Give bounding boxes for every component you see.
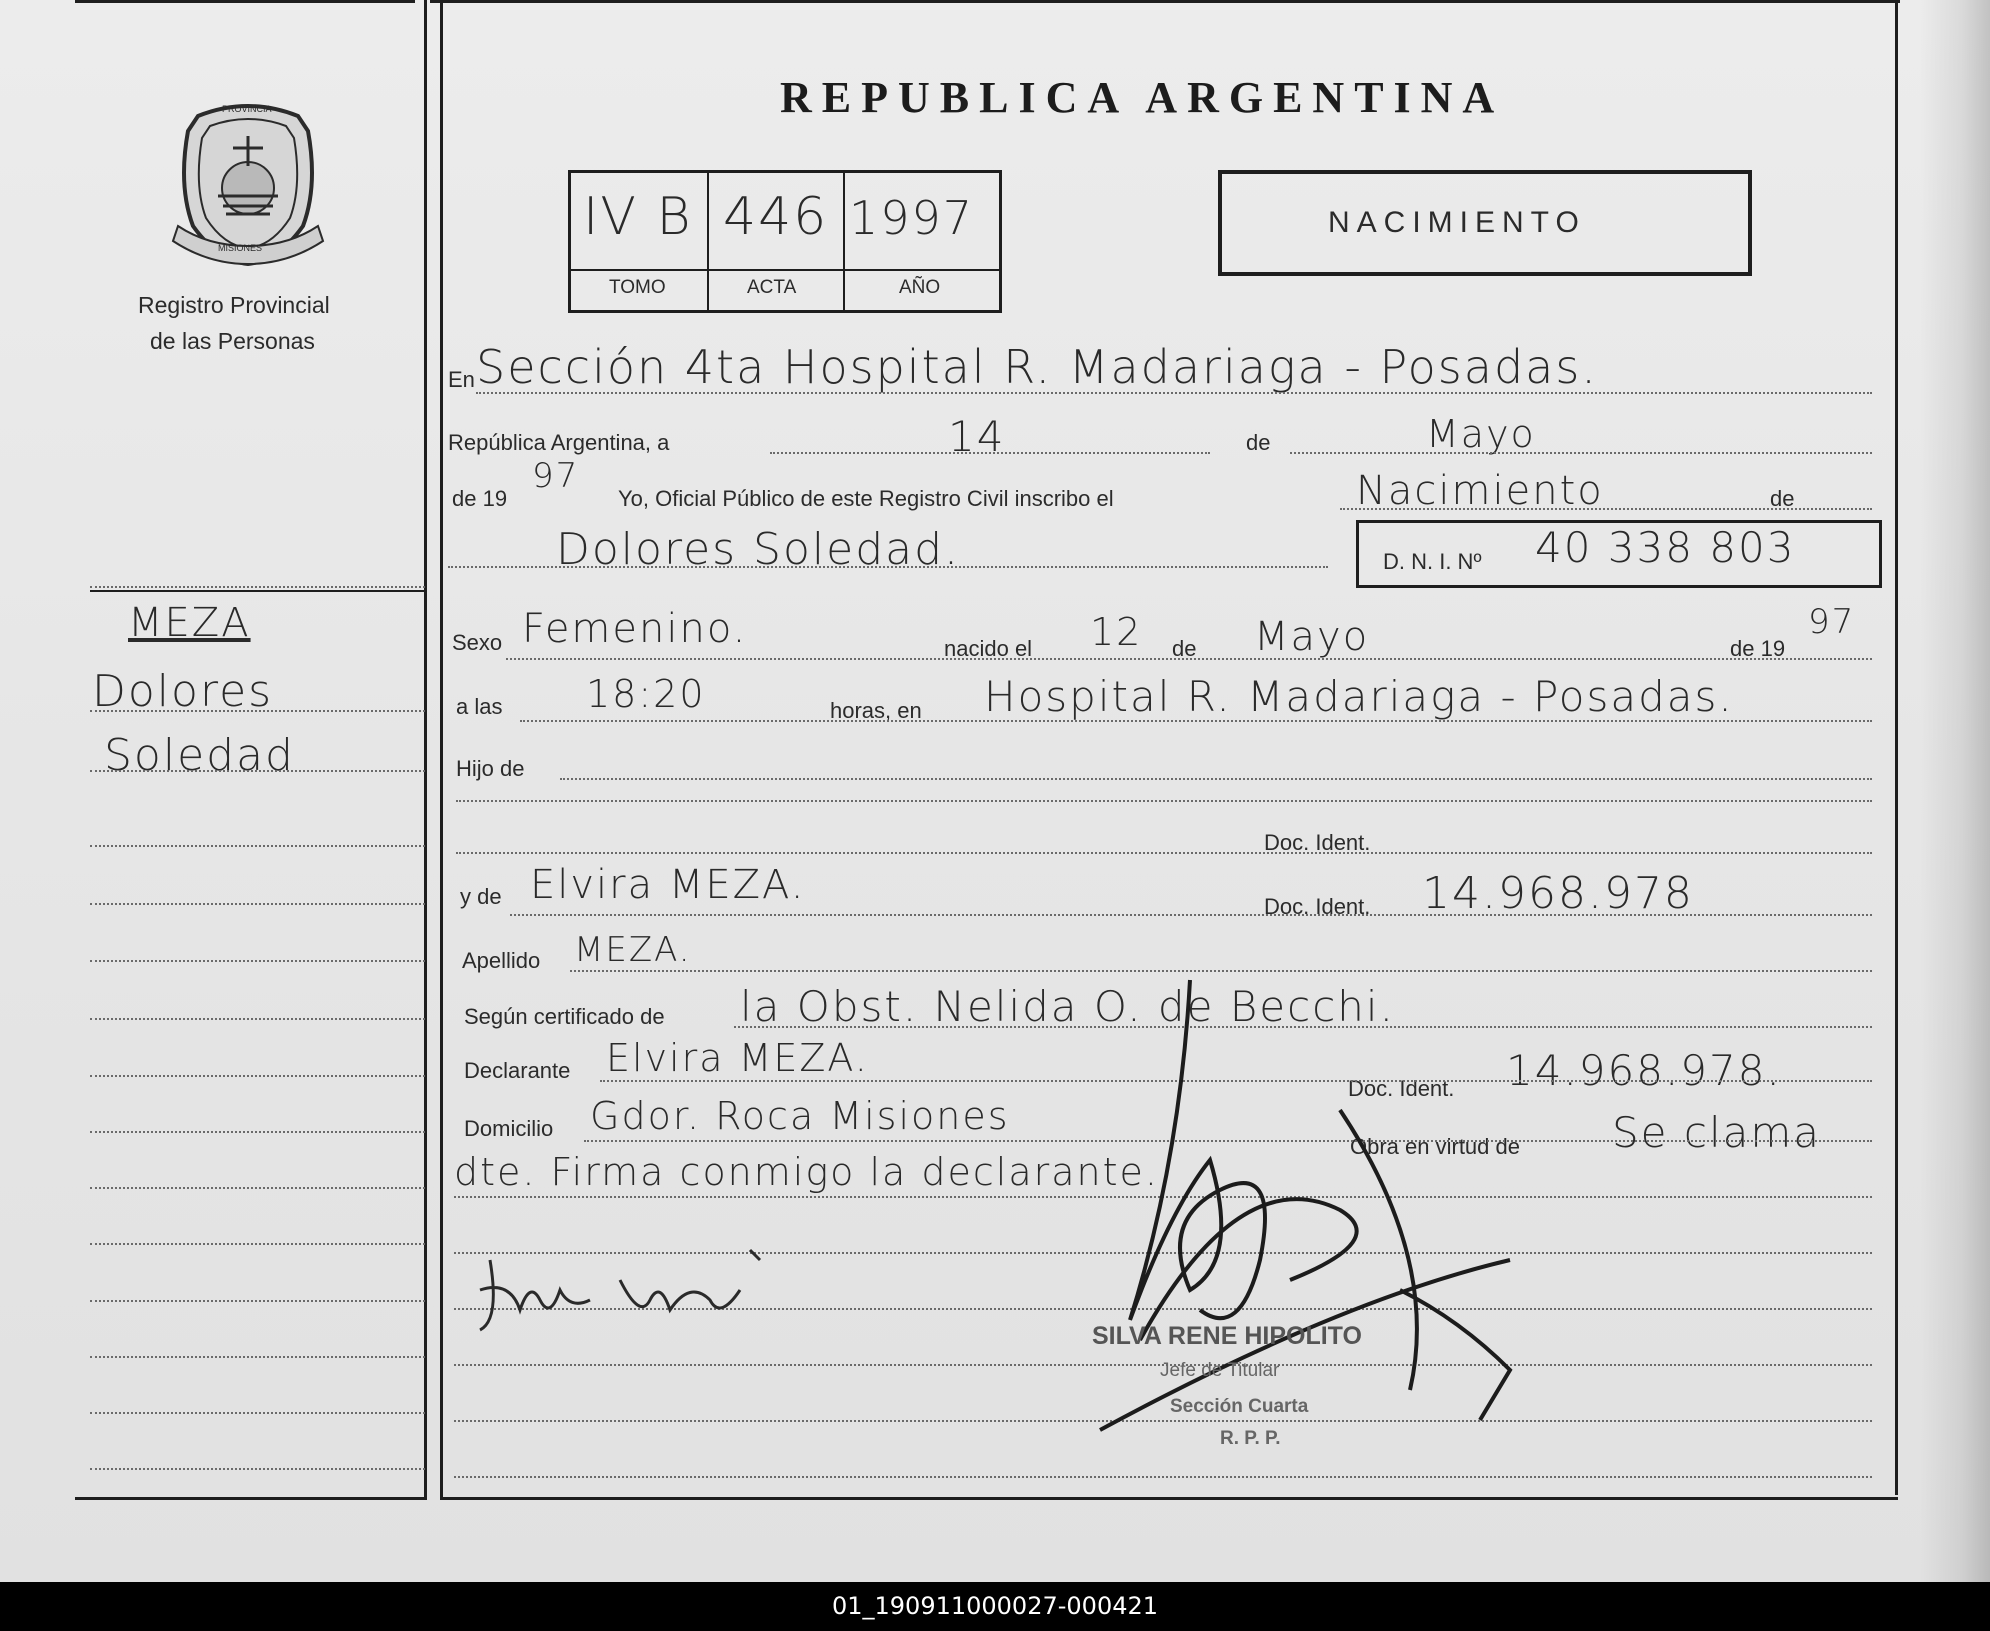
dni-box (1356, 520, 1882, 588)
page-title: REPUBLICA ARGENTINA (780, 73, 1505, 122)
anio-prefix: de 19 (452, 486, 508, 511)
sexo-value: Femenino. (522, 606, 748, 652)
left-column-divider (424, 0, 427, 1500)
registry-name-line1: Registro Provincial (138, 292, 330, 318)
margin-line (90, 770, 425, 772)
right-column-divider (440, 0, 443, 1500)
margin-line (90, 903, 425, 905)
hora-line (520, 720, 1872, 722)
apellido-label: Apellido (462, 948, 541, 973)
sexo-line (506, 658, 1872, 660)
sexo-label: Sexo (452, 630, 503, 655)
stamp-line-2: Jefe de Titular (1160, 1360, 1280, 1381)
margin-separator (90, 590, 425, 592)
bottom-border-right (440, 1497, 1898, 1500)
record-box-col1 (707, 173, 709, 310)
acto-line (1340, 508, 1872, 510)
margin-line (90, 586, 425, 588)
margin-line (90, 710, 425, 712)
nac-mes: Mayo (1254, 614, 1370, 660)
doc-ident-label-2: Doc. Ident. (1264, 894, 1371, 919)
acta-label: ACTA (747, 277, 797, 298)
madre-doc: 14.968.978 (1422, 868, 1694, 919)
tomo-value: IV B (583, 187, 693, 247)
registry-name-line2: de las Personas (150, 328, 315, 354)
provincial-seal-icon (168, 96, 328, 266)
declarante-label: Declarante (464, 1058, 571, 1083)
segun-label: Según certificado de (464, 1004, 665, 1029)
hora-value: 18:20 (586, 672, 706, 716)
declarante-signature (470, 1240, 810, 1350)
margin-given-name-1: Dolores (92, 666, 274, 717)
ano-label: AÑO (899, 277, 941, 298)
mes-line (1290, 452, 1872, 454)
hijo-line-2 (456, 800, 1872, 802)
domicilio-label: Domicilio (464, 1116, 554, 1141)
bottom-border-left (75, 1497, 425, 1500)
record-box-col2 (843, 173, 845, 310)
ano-value: 1997 (849, 191, 975, 245)
nac-anio-prefix: de 19 (1730, 636, 1786, 661)
record-box-inner-divider (571, 269, 999, 271)
nota-value: dte. Firma conmigo la declarante. (454, 1150, 1159, 1194)
margin-surname: MEZA (128, 600, 251, 646)
lugar-value: Hospital R. Madariaga - Posadas. (984, 672, 1734, 721)
oficial-text: Yo, Oficial Público de este Registro Civil inscribo el (618, 486, 1114, 511)
fecha-label: República Argentina, a (448, 430, 670, 455)
stamp-line-3: Sección Cuarta (1170, 1396, 1309, 1417)
nombre-value: Dolores Soledad. (556, 524, 961, 575)
y-de-label: y de (460, 884, 502, 909)
hijo-line (560, 778, 1872, 780)
padre-line (456, 852, 1872, 854)
document-type: NACIMIENTO (1328, 206, 1586, 239)
stamp-line-1: SILVA RENE HIPOLITO (1092, 1322, 1362, 1350)
margin-line (90, 1468, 425, 1470)
nac-anio-suffix: 97 (1808, 602, 1856, 642)
nacido-label: nacido el (944, 636, 1033, 661)
de-label-3: de (1172, 636, 1197, 661)
margin-line (90, 960, 425, 962)
obra-label: Obra en virtud de (1350, 1134, 1520, 1159)
page-right-border (1895, 0, 1898, 1495)
document-type-box (1218, 170, 1752, 276)
apellido-value: MEZA. (574, 930, 692, 970)
dni-label: D. N. I. Nº (1383, 549, 1482, 574)
margin-line (90, 1131, 425, 1133)
margin-line (90, 1300, 425, 1302)
alas-label: a las (456, 694, 503, 719)
declarante-value: Elvira MEZA. (606, 1036, 869, 1080)
madre-line (510, 914, 1872, 916)
en-value: Sección 4ta Hospital R. Madariaga - Posadas. (476, 340, 1598, 394)
margin-line (90, 1412, 425, 1414)
margin-line (90, 1075, 425, 1077)
margin-line (90, 845, 425, 847)
acta-value: 446 (723, 187, 829, 247)
domicilio-value: Gdor. Roca Misiones (590, 1094, 1010, 1138)
top-border-right (430, 0, 1900, 3)
margin-line (90, 1018, 425, 1020)
margin-line (90, 1356, 425, 1358)
obra-value: Se clama (1612, 1108, 1821, 1157)
seal-caption-top: PROVINCIA (222, 104, 272, 114)
declarante-doc: 14.968.978. (1506, 1046, 1782, 1095)
segun-value: la Obst. Nelida O. de Becchi. (740, 982, 1395, 1031)
record-number-box (568, 170, 1002, 313)
nombre-line (448, 566, 1328, 568)
acto-value: Nacimiento (1356, 468, 1604, 514)
tomo-label: TOMO (609, 277, 666, 298)
en-label: En (448, 367, 475, 392)
dni-value: 40 338 803 (1535, 523, 1796, 572)
horas-label: horas, en (830, 698, 922, 723)
stamp-line-4: R. P. P. (1220, 1428, 1281, 1449)
en-line (476, 392, 1872, 394)
seal-caption-bottom: MISIONES (218, 243, 263, 253)
anio-suffix: 97 (532, 456, 580, 496)
margin-given-name-2: Soledad (104, 730, 295, 781)
de-label: de (1246, 430, 1271, 455)
margin-line (90, 1187, 425, 1189)
mes-value: Mayo (1426, 412, 1536, 456)
dia-value: 14 (948, 412, 1006, 461)
doc-ident-label-1: Doc. Ident. (1264, 830, 1371, 855)
top-border-left (75, 0, 415, 3)
de-label-2: de (1770, 486, 1795, 511)
hijo-label: Hijo de (456, 756, 525, 781)
madre-value: Elvira MEZA. (530, 862, 806, 908)
nac-dia: 12 (1090, 610, 1143, 654)
margin-line (90, 1243, 425, 1245)
doc-ident-label-3: Doc. Ident. (1348, 1076, 1455, 1101)
image-caption: 01_190911000027-000421 (0, 1582, 1990, 1631)
page-edge-shadow (1920, 0, 1990, 1582)
